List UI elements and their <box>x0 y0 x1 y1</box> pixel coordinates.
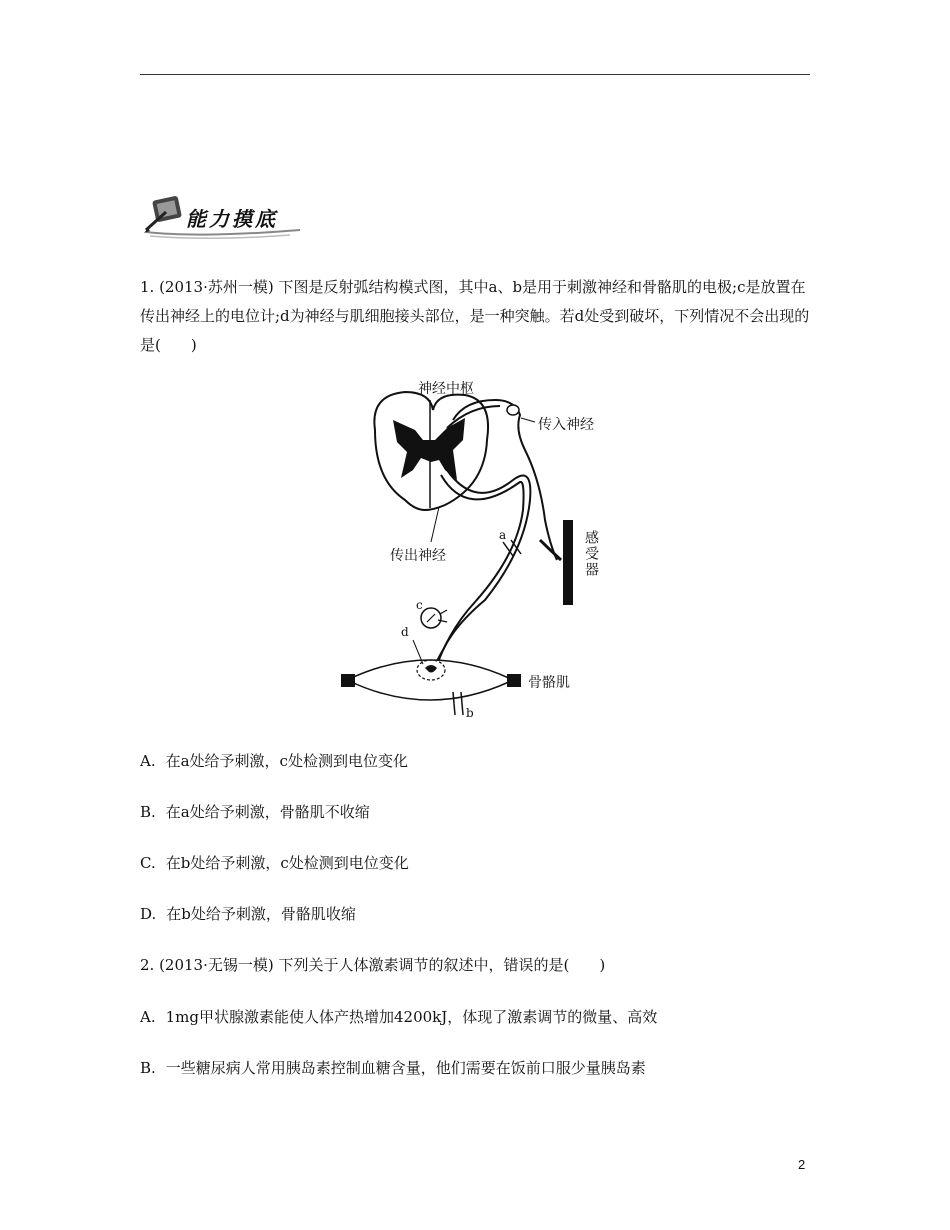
label-c: c <box>416 598 423 612</box>
section-header <box>140 192 305 242</box>
q2-option-a: A. 1mg甲状腺激素能使人体产热增加4200kJ，体现了激素调节的微量、高效 <box>140 1008 658 1026</box>
q2-option-b: B. 一些糖尿病人常用胰岛素控制血糖含量，他们需要在饭前口服少量胰岛素 <box>140 1059 646 1077</box>
page-number: 2 <box>798 1157 806 1172</box>
label-efferent-nerve: 传出神经 <box>390 548 446 564</box>
label-b: b <box>466 706 474 720</box>
label-afferent-nerve: 传入神经 <box>538 417 594 433</box>
reflex-arc-figure <box>335 370 625 725</box>
q1-option-a: A. 在a处给予刺激，c处检测到电位变化 <box>140 752 408 770</box>
label-a: a <box>499 528 507 542</box>
question-2-stem: 2. (2013·无锡一模) 下列关于人体激素调节的叙述中，错误的是( ) <box>140 956 606 974</box>
q1-option-b: B. 在a处给予刺激，骨骼肌不收缩 <box>140 803 370 821</box>
label-d: d <box>401 625 409 639</box>
label-nerve-center: 神经中枢 <box>418 381 474 397</box>
section-title: 能力摸底 <box>186 207 278 231</box>
label-skeletal-muscle: 骨骼肌 <box>528 675 570 691</box>
q1-option-d: D. 在b处给予刺激，骨骼肌收缩 <box>140 905 356 923</box>
q1-option-c: C. 在b处给予刺激，c处检测到电位变化 <box>140 854 409 872</box>
question-1-stem: 1. (2013·苏州一模) 下图是反射弧结构模式图，其中a、b是用于刺激神经和骨骼肌的电极;c是放置在传出神经上的电位计;d为神经与肌细胞接头部位，是一种突触。若d处受到破坏，下列情况不会出现的是( ) <box>140 278 810 354</box>
label-receptor: 感受器 <box>583 530 599 578</box>
header-rule <box>140 74 810 75</box>
